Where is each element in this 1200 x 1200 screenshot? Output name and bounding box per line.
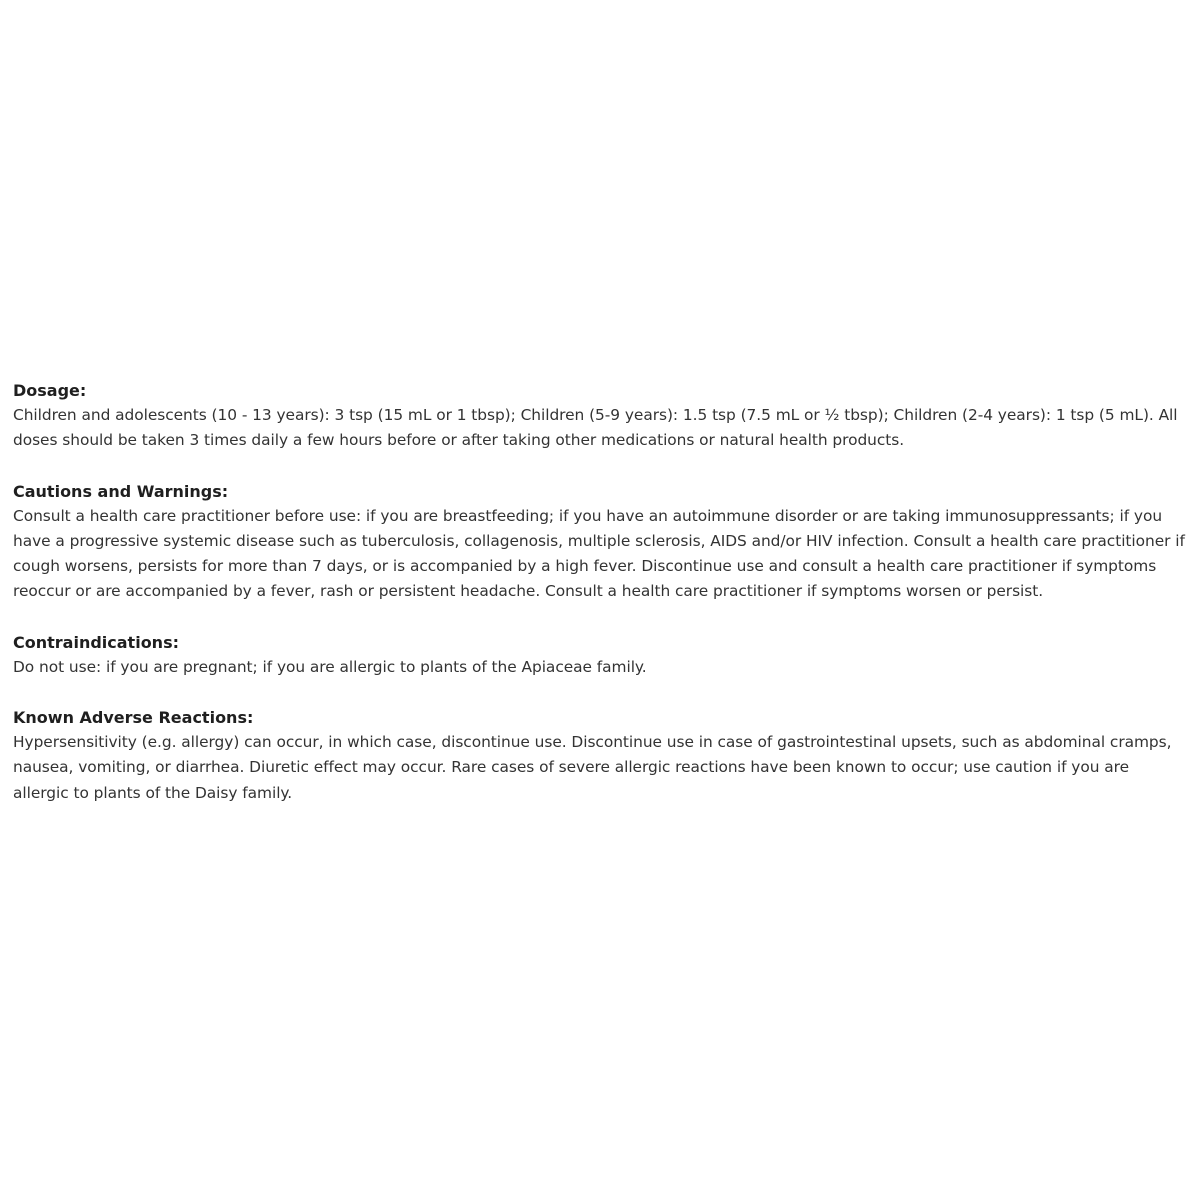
- cautions-warnings-heading: Cautions and Warnings:: [13, 481, 229, 501]
- contraindications-section: [13, 630, 1185, 680]
- contraindications-text: Do not use: if you are pregnant; if you are allergic to plants of the Apiaceae family.: [13, 657, 647, 676]
- cautions-warnings-section: [13, 479, 1185, 605]
- adverse-reactions-text: Hypersensitivity (e.g. allergy) can occur, in which case, discontinue use. Discontinue use in case of gastrointestinal upsets, such as abdominal cramps, nausea, vomiting, or diarrhea. Diuretic effect may occur. Rare cases of severe allergic reactions have been known to occur; use caution if you are allergic to plants of the Daisy family.: [13, 733, 1172, 802]
- adverse-reactions-heading: Known Adverse Reactions:: [13, 708, 254, 728]
- cautions-warnings-text: Consult a health care practitioner before use: if you are breastfeeding; if you have an autoimmune disorder or are taking immunosuppressants; if you have a progressive systemic disease such as tuberculosis, collagenosis, multiple sclerosis, AIDS and/or HIV infection. Consult a health care practitioner if cough worsens, persists for more than 7 days, or is accompanied by a high fever. Discontinue use and consult a health care practitioner if symptoms reoccur or are accompanied by a fever, rash or persistent headache. Consult a health care practitioner if symptoms worsen or persist.: [13, 506, 1185, 601]
- adverse-reactions-section: [13, 705, 1185, 806]
- product-information: [13, 378, 1185, 831]
- contraindications-heading: Contraindications:: [13, 632, 179, 652]
- dosage-section: [13, 378, 1185, 454]
- dosage-heading: Dosage:: [13, 381, 87, 400]
- dosage-text: Children and adolescents (10 - 13 years): 3 tsp (15 mL or 1 tbsp); Children (5-9 years): 1.5 tsp (7.5 mL or ½ tbsp); Children (2-4 years): 1 tsp (5 mL). All doses should be taken 3 times daily a few hours before or after taking other medications or natural health products.: [13, 406, 1178, 450]
